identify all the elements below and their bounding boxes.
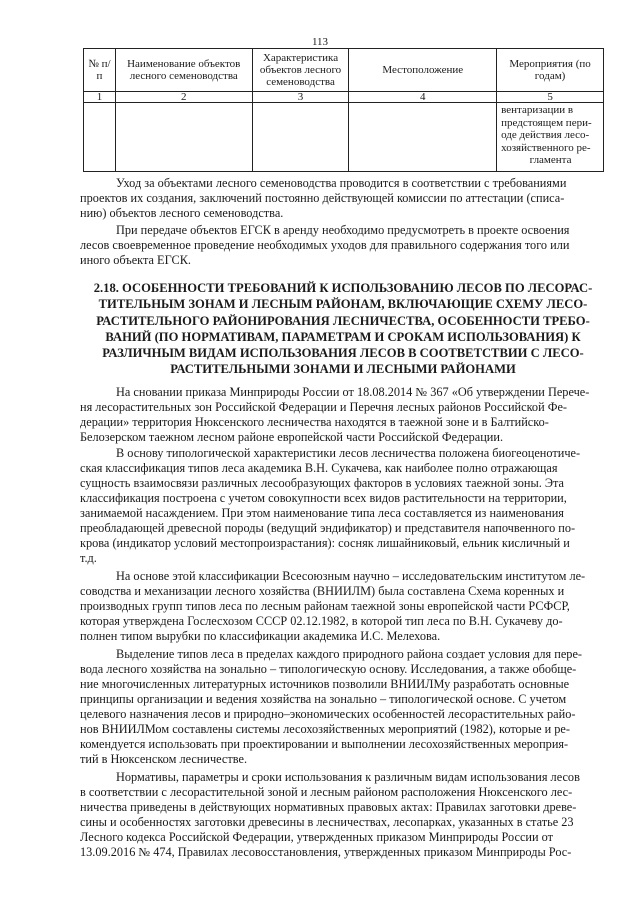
text-line: Выделение типов леса в пределах каждого природного района создает условия для пере- (116, 647, 582, 661)
cell-text-line: оде действия лесо- (501, 129, 590, 142)
text-line: Лесного кодекса Российской Федерации, утвержденных приказом Минприроды России от (80, 830, 554, 844)
text-line: проектов их создания, заключений постоянно действующей комиссии по аттестации (списа- (80, 191, 565, 205)
text-line: На основе этой классификации Всесоюзным научно – исследовательским институтом ле- (116, 569, 586, 583)
section-heading (80, 280, 606, 378)
table-header-cell: Местоположение (349, 49, 497, 92)
text-line: 13.09.2016 № 474, Правилах лесовосстановления, утвержденных приказом Минприроды Рос- (80, 845, 572, 859)
seed-objects-table (83, 48, 604, 172)
text-line: Белозерском таежном лесном районе европейской части Российской Федерации. (80, 430, 504, 444)
paragraph (80, 647, 606, 767)
text-line: При передаче объектов ЕГСК в аренду необходимо предусмотреть в проекте освоения (116, 223, 570, 237)
table-header-cell: Мероприятия (по годам) (497, 49, 604, 92)
text-line: в соответствии с лесорастительной зоной и лесным районом расположения Нюксенского лес- (80, 785, 573, 799)
cell-text-line: вентаризации в (501, 104, 574, 116)
text-line: преобладающей древесной породы (ведущий эндификатор) и представителя напочвенного по- (80, 521, 576, 535)
text-line: производных групп типов леса по лесным районам таежной зоны европейской части РСФСР, (80, 599, 570, 613)
text-line: ничества приведены в действующих нормативных правовых актах: Правилах заготовки древе- (80, 800, 577, 814)
table-cell-activities (497, 103, 604, 172)
paragraph (80, 770, 606, 860)
table-header-row (84, 49, 604, 92)
column-number: 1 (84, 92, 116, 103)
heading-line: ВАНИЙ (ПО НОРМАТИВАМ, ПАРАМЕТРАМ И СРОКАМ ИСПОЛЬЗОВАНИЯ) К (105, 329, 581, 344)
heading-line: РАЗЛИЧНЫМ ВИДАМ ИСПОЛЬЗОВАНИЯ ЛЕСОВ В СООТВЕТСТВИИ С ЛЕСО- (102, 346, 584, 361)
cell-text-line: хозяйственного ре- (501, 141, 591, 154)
text-line: целевого назначения лесов и природно–экономических особенностей лесорастительных райо- (80, 707, 576, 721)
text-line: соводства и механизации лесного хозяйства (ВНИИЛМ) была составлена Схема коренных и (80, 584, 565, 598)
text-line: тий в Нюксенском лесничестве. (80, 752, 248, 766)
column-number: 4 (349, 92, 497, 103)
text-line: сущность взаимосвязи различных лесообразующих факторов в условиях таежной зоны. Эта (80, 476, 564, 490)
text-line: т.д. (80, 551, 97, 565)
table-cell (84, 103, 116, 172)
text-line: нию) объектов лесного семеноводства. (80, 206, 284, 220)
text-line: нов ВНИИЛМом составлены системы лесохозяйственных мероприятий (1982), которые и ре- (80, 722, 570, 736)
paragraph (80, 569, 606, 644)
text-line: В основу типологической характеристики лесов лесничества положена биогеоценотиче- (116, 446, 581, 460)
text-line: иного объекта ЕГСК. (80, 253, 191, 267)
column-number: 2 (115, 92, 252, 103)
text-line: Нормативы, параметры и сроки использования к различным видам использования лесов (116, 770, 580, 784)
table-cell (115, 103, 252, 172)
text-line: классификация построена с учетом совокупности всех видов растительности на территории, (80, 491, 567, 505)
table-cell (252, 103, 349, 172)
table-row (84, 103, 604, 172)
text-line: ская классификация типов леса академика В.Н. Сукачева, как наиболее полно отражающая (80, 461, 558, 475)
text-line: дерации» территория Нюксенского лесничества находятся в таежной зоне и в Балтийско- (80, 415, 549, 429)
text-line: занимаемой насаждением. При этом наименование типа леса составляется из наименования (80, 506, 564, 520)
text-line: вода лесного хозяйства на зонально – типологическую основу. Исследования, а также обобще- (80, 662, 577, 676)
paragraph (80, 176, 606, 221)
text-line: ние многочисленных литературных источников позволили ВНИИЛМу разработать основные (80, 677, 570, 691)
table-header-cell: Характеристика объектов лесного семеноводства (252, 49, 349, 92)
text-line: лесов своевременное проведение необходимых уходов для правильного содержания того или (80, 238, 570, 252)
column-number: 5 (497, 92, 604, 103)
text-line: которая утверждена Гослесхозом СССР 02.12.1982, в которой тип леса по В.Н. Сукачеву до- (80, 614, 563, 628)
text-line: полнен типом вырубки по классификации академика И.С. Мелехова. (80, 629, 441, 643)
text-line: крова (индикатор условий местопроизрастания): сосняк лишайниковый, ельник кисличный и (80, 536, 570, 550)
text-line: комендуется использовать при проектировании и выполнении лесохозяйственных мероприя- (80, 737, 569, 751)
table-cell (349, 103, 497, 172)
heading-line: ТИТЕЛЬНЫМ ЗОНАМ И ЛЕСНЫМ РАЙОНАМ, ВКЛЮЧАЮЩИЕ СХЕМУ ЛЕСО- (98, 297, 588, 312)
table-column-number-row (84, 92, 604, 103)
page-number: 113 (311, 36, 329, 48)
heading-line: РАСТИТЕЛЬНОГО РАЙОНИРОВАНИЯ ЛЕСНИЧЕСТВА, ОСОБЕННОСТИ ТРЕБО- (96, 313, 590, 328)
cell-text-line: гламента (529, 154, 572, 167)
heading-line: РАСТИТЕЛЬНЫМИ ЗОНАМИ И ЛЕСНЫМИ РАЙОНАМИ (170, 362, 516, 377)
cell-text-line: предстоящем пери- (501, 116, 592, 129)
table-header-cell: Наименование объектов лесного семеноводства (115, 49, 252, 92)
text-line: Уход за объектами лесного семеноводства проводится в соответствии с требованиями (116, 176, 567, 190)
text-line: принципы организации и ведения хозяйства на зонально – типологической основе. С учетом (80, 692, 567, 706)
text-line: На сновании приказа Минприроды России от 18.08.2014 № 367 «Об утверждении Перече- (116, 385, 590, 399)
heading-line: 2.18. ОСОБЕННОСТИ ТРЕБОВАНИЙ К ИСПОЛЬЗОВАНИЮ ЛЕСОВ ПО ЛЕСОРАС- (93, 281, 593, 295)
column-number: 3 (252, 92, 349, 103)
table-header-cell: № п/п (84, 49, 116, 92)
paragraph (80, 385, 606, 445)
paragraph (80, 446, 606, 566)
text-line: ня лесорастительных зон Российской Федерации и Перечня лесных районов Российской Фе- (80, 400, 567, 414)
text-line: сины и особенностях заготовки древесины в лесничествах, лесопарках, указанных в статье 23 (80, 815, 574, 829)
paragraph (80, 223, 606, 268)
